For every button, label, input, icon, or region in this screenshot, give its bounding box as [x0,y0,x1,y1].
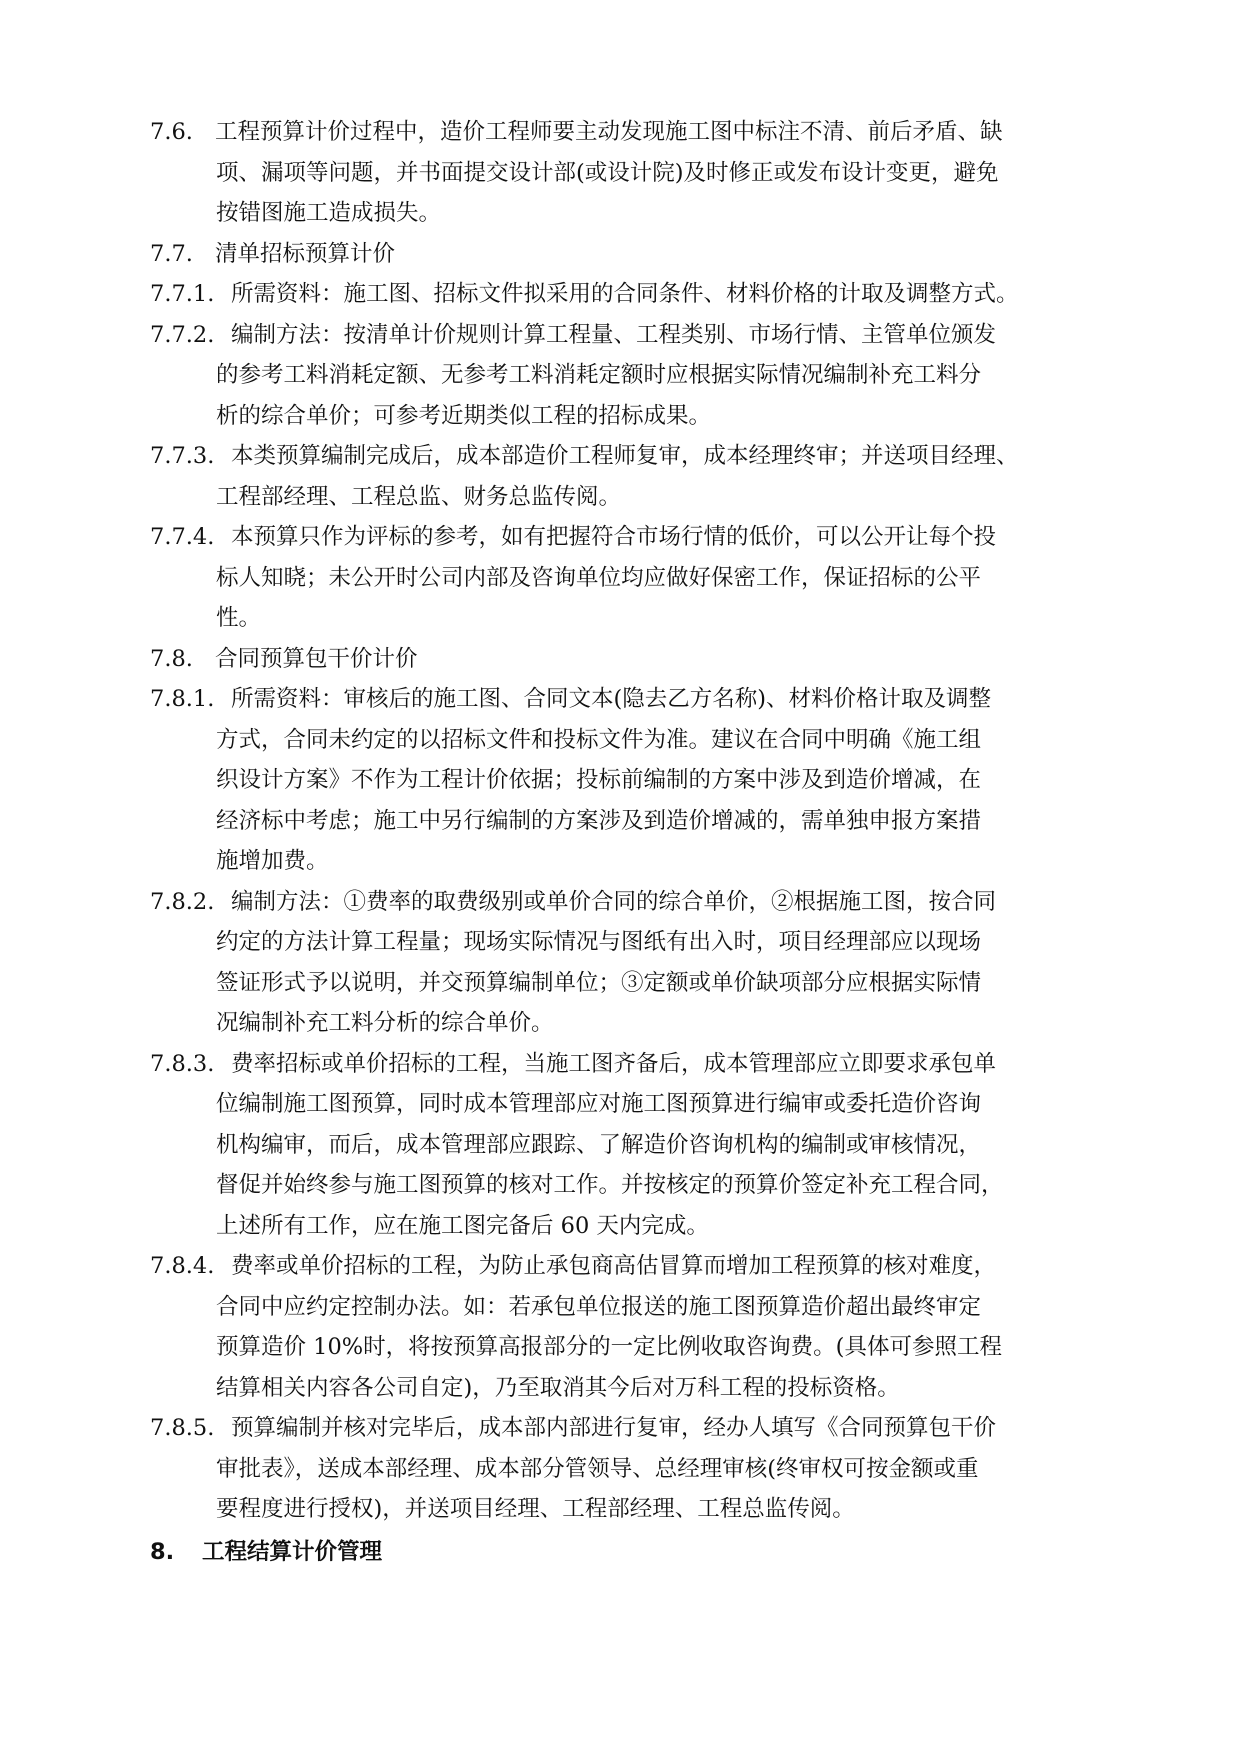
paragraph-number: 7.8.2. [150,888,215,915]
paragraph-line: 合同中应约定控制办法。如：若承包单位报送的施工图预算造价超出最终审定 [216,1293,982,1320]
paragraph-line: 结算相关内容各公司自定)，乃至取消其今后对万科工程的投标资格。 [216,1374,900,1401]
paragraph-number: 7.8. [150,645,193,672]
paragraph-line: 本类预算编制完成后，成本部造价工程师复审，成本经理终审；并送项目经理、 [231,443,1019,469]
paragraph-line: 要程度进行授权)，并送项目经理、工程部经理、工程总监传阅。 [216,1496,855,1522]
paragraph-line: 标人知晓；未公开时公司内部及咨询单位均应做好保密工作，保证招标的公平 [216,564,982,591]
paragraph-line: 所需资料：审核后的施工图、合同文本(隐去乙方名称)、材料价格计取及调整 [231,686,992,712]
paragraph-line: 工程预算计价过程中，造价工程师要主动发现施工图中标注不清、前后矛盾、缺 [215,119,1003,145]
paragraph-line: 机构编审，而后，成本管理部应跟踪、了解造价咨询机构的编制或审核情况， [216,1131,982,1158]
paragraph-line: 合同预算包干价计价 [215,645,418,672]
paragraph-line: 上述所有工作，应在施工图完备后 60 天内完成。 [216,1212,709,1239]
paragraph-line: 所需资料：施工图、招标文件拟采用的合同条件、材料价格的计取及调整方式。 [231,281,1019,307]
heading-title: 工程结算计价管理 [202,1538,383,1565]
paragraph-line: 费率或单价招标的工程，为防止承包商高估冒算而增加工程预算的核对难度， [231,1253,997,1279]
paragraph-line: 清单招标预算计价 [215,240,396,267]
paragraph-line: 方式，合同未约定的以招标文件和投标文件为准。建议在合同中明确《施工组 [216,726,982,753]
paragraph-number: 7.7.2. [150,321,215,348]
paragraph-number: 7.7.3. [150,443,215,469]
paragraph-line: 本预算只作为评标的参考，如有把握符合市场行情的低价，可以公开让每个投 [231,524,997,550]
paragraph-number: 7.8.1. [150,686,215,712]
paragraph-line: 签证形式予以说明，并交预算编制单位；③定额或单价缺项部分应根据实际情 [216,969,982,996]
paragraph-number: 7.7.1. [150,281,215,307]
paragraph-line: 位编制施工图预算，同时成本管理部应对施工图预算进行编审或委托造价咨询 [216,1091,982,1117]
paragraph-line: 预算编制并核对完毕后，成本部内部进行复审，经办人填写《合同预算包干价 [231,1415,997,1441]
paragraph-line: 项、漏项等问题，并书面提交设计部(或设计院)及时修正或发布设计变更，避免 [216,159,999,186]
paragraph-line: 况编制补充工料分析的综合单价。 [216,1010,554,1036]
paragraph-number: 7.7. [150,240,193,267]
paragraph-line: 约定的方法计算工程量；现场实际情况与图纸有出入时，项目经理部应以现场 [216,929,982,955]
paragraph-line: 编制方法：①费率的取费级别或单价合同的综合单价，②根据施工图，按合同 [231,888,997,915]
paragraph-number: 7.8.3. [150,1050,215,1077]
paragraph-line: 织设计方案》不作为工程计价依据；投标前编制的方案中涉及到造价增减，在 [216,767,982,793]
paragraph-line: 编制方法：按清单计价规则计算工程量、工程类别、市场行情、主管单位颁发 [231,321,997,348]
paragraph-line: 工程部经理、工程总监、财务总监传阅。 [216,483,622,510]
paragraph-number: 7.8.5. [150,1415,215,1441]
paragraph-number: 7.8.4. [150,1253,215,1279]
paragraph-line: 费率招标或单价招标的工程，当施工图齐备后，成本管理部应立即要求承包单 [231,1050,997,1077]
paragraph-number: 7.6. [150,119,193,145]
heading-number: 8. [150,1538,175,1565]
paragraph-line: 审批表》，送成本部经理、成本部分管领导、总经理审核(终审权可按金额或重 [216,1455,979,1482]
paragraph-line: 按错图施工造成损失。 [216,200,442,226]
paragraph-line: 施增加费。 [216,848,329,874]
paragraph-line: 性。 [216,605,262,631]
paragraph-line: 督促并始终参与施工图预算的核对工作。并按核定的预算价签定补充工程合同， [216,1172,1004,1198]
paragraph-line: 经济标中考虑；施工中另行编制的方案涉及到造价增减的，需单独申报方案措 [216,807,982,834]
paragraph-line: 的参考工料消耗定额、无参考工料消耗定额时应根据实际情况编制补充工料分 [216,362,982,388]
paragraph-line: 析的综合单价；可参考近期类似工程的招标成果。 [216,402,712,429]
paragraph-number: 7.7.4. [150,524,215,550]
paragraph-line: 预算造价 10%时，将按预算高报部分的一定比例收取咨询费。(具体可参照工程 [216,1334,1002,1360]
